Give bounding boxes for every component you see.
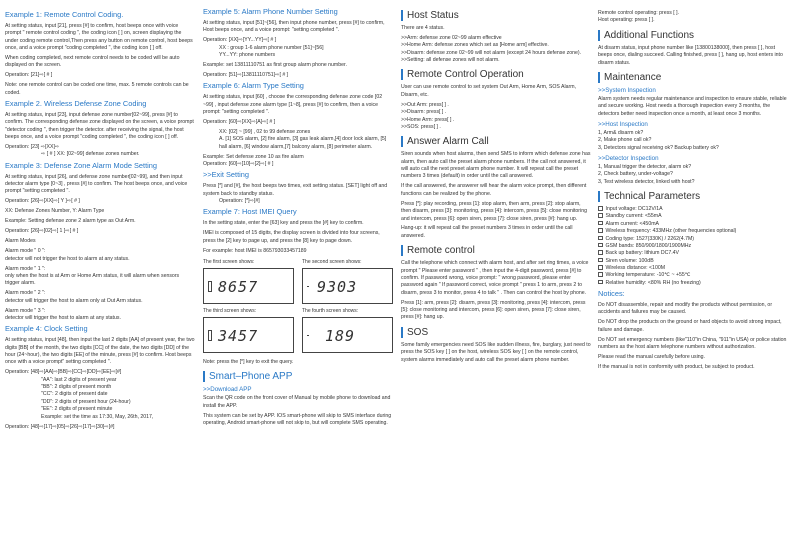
remote-coding-next: When coding completed, next remote control needs to be coded will be auto displayed on the screen.	[5, 54, 180, 69]
phone-setting-title: Example 5: Alarm Phone Number Setting	[203, 7, 338, 16]
column-4	[598, 8, 788, 374]
notice-3: Do NOT set emergency numbers (like"110"in China, "911"in USA) or police station numbers as the host alarm telephone numbers without authorization.	[598, 336, 787, 351]
wireless-coding-title: Example 2. Wireless Defense Zone Coding	[5, 99, 147, 109]
sos-heading: SOS	[401, 327, 591, 338]
remote-coding-title: Example 1: Remote Control Coding.	[5, 10, 124, 19]
lcd-value-3: 3457	[218, 327, 259, 346]
imei-screen-4	[302, 308, 393, 353]
lcd-value-2: 9303	[317, 277, 358, 296]
imei-query-example: For example: host IMEI is 865793033457189	[203, 247, 307, 254]
alarm-type-example: Example: Set defense zone 10 as fire alarm	[203, 153, 304, 160]
alarm-type-xx: XX: [02] ~ [99] , 02 to 99 defense zones	[219, 128, 311, 135]
parameter-item: Coding type: 1527(330K) / 2262(4.7M)	[598, 236, 788, 243]
host-operating: Host operating: press [ ].	[598, 17, 655, 24]
clock-ee: "EE": 2 digits of present minute	[41, 406, 113, 413]
phone-setting-operation: Operation: [XX]⇨[YY...YY]⇨[ # ]	[203, 37, 277, 44]
host-status-intro: There are 4 status.	[401, 25, 445, 31]
answer-alarm-text: Siren sounds when host alarms, then send SMS to inform which defense zone has alarm, then auto call the preset alarm phone numbers. If the call not answered, it will auto call the next preset alarm phone number. It will repeat call the preset numbers 3 times (default) in order until the call answered.	[401, 151, 591, 180]
parameter-item: Standby current: <55mA	[598, 213, 788, 220]
imei-screen-2-caption: The second screen shows:	[302, 258, 362, 265]
phone-setting-text: At setting status, input [51]~[56], then input phone number, press [#] to confirm, Host beeps once, and a voice prompt: "setting completed ".	[203, 19, 385, 34]
clock-example-operation: Operation: [48]⇨[17]⇨[05]⇨[26]⇨[17]⇨[30]⇨[#]	[5, 423, 115, 430]
clock-setting-operation: Operation: [48]⇨[AA]⇨[BB]⇨[CC]⇨[DD]⇨[EE]⇨[#]	[5, 369, 122, 376]
phone-setting-xx: XX : group 1-6 alarm phone number [51]~[56]	[219, 44, 324, 51]
maintenance-heading: Maintenance	[598, 72, 788, 83]
checkbox-square-icon	[598, 265, 603, 270]
remote-control-keys: Press [1]: arm, press [2]: disarm, press [3]: monitoring, press [4]: intercom, press [5]: close monitoring and intercom, press [6]: open siren, press [7]: close siren, press [#]: hang up.	[401, 299, 586, 321]
remote-control-text: Call the telephone which connect with alarm host, and after set ring times, a voice prompt " Please enter password " , then input the 4-digit password, press [#] to confirm. If password wrong, voice prompt: " wrong password, please enter password again " If password correct, voice prompt " press 1 to arm, press 2 to disarm, press 3 to monitor, press 4 to talk " . Then can control the host by phone.	[401, 260, 589, 296]
checkbox-square-icon	[598, 213, 603, 218]
sos-text: Some family emergencies need SOS like sudden illness, fire, burglary, just need to press the SOS key [ ] on the host, wireless SOS key [ ] on the remote control, system alarms immediately and auto call the preset alarm phone number.	[401, 341, 591, 363]
remote-coding-note: Note: one remote control can be coded one time, max. 5 remote controls can be coded.	[5, 82, 189, 96]
detector-inspection-2: 2, Check battery, under-voltage?	[598, 171, 673, 178]
imei-screen-3	[203, 308, 294, 353]
clock-aa: "AA": last 2 digits of present year	[41, 376, 117, 383]
alarm-modes-heading: Alarm Modes	[5, 238, 36, 245]
exit-setting-text: Press [*] and [#], the host beeps two times, exit setting status. [SET] light off and system back to standby status.	[203, 183, 388, 197]
remote-coding-operation: Operation: [21]⇨[ # ]	[5, 72, 53, 79]
wireless-coding-text: At setting status, input [23], input defense zone number[02~99], press [#] to confirm. The corresponding defense zone displayed on the screen, a voice prompt "detector coding ", then trigger the detector. after receiving the signal, the host beeps once, and a voice prompt "coding completed ", the coding icon [ ] off.	[5, 111, 194, 141]
op-out-arm: >>Out Arm: press[ ] .	[401, 101, 449, 108]
detector-inspection-1: 1, Manual trigger the detector, alarm ok?	[598, 163, 692, 170]
notices-title: Notices:	[598, 289, 625, 299]
host-inspection-3: 3, Detectors signal receiving ok? Backup battery ok?	[598, 144, 719, 151]
imei-query-note: Note: press the [*] key to exit the query.	[203, 359, 294, 366]
parameter-list	[598, 206, 788, 287]
phone-setting-yy: YY...YY: phone numbers	[219, 51, 276, 58]
answer-alarm-call-heading: Answer Alarm Call	[401, 136, 591, 147]
parameter-item: Input voltage: DC12V/1A	[598, 206, 788, 213]
imei-query-title: Example 7: Host IMEI Query	[203, 207, 297, 217]
alarm-mode-text: At setting status, input [26], and defense zone number[02~99], and then input detector alarm type [0~3] , press [#] to confirm. The host beeps once, and voice prompt "setting completed ".	[5, 173, 188, 195]
checkbox-square-icon	[598, 236, 603, 241]
imei-screen-2	[302, 259, 393, 304]
status-arm: >>Arm: defense zone 02~99 alarm effective	[401, 34, 502, 41]
answer-alarm-answered: If the call answered, the answerer will hear the alarm voice prompt, then different functions can be realized by the phone.	[401, 183, 587, 197]
answer-alarm-keys: Press [*]: play recording, press [1]: stop alarm, then arm, press [2]: stop alarm, then disarm, press [3]: monitoring, press [4]: intercom, press [5]: close monitoring and intercom, press [6]: open siren, press [7]: close siren, press [#]: hang up.	[401, 200, 587, 222]
app-sms-text: This system can be set by APP. IOS smart-phone will skip to SMS interface during operating, Android smart-phone will not skip to, but will complete SMS operating.	[203, 412, 392, 427]
additional-functions-text: At disarm status, input phone number like [13800138000], then press [ ], host beeps once, dialing succeed. Calling finished, press [ ], hang up, host enters into disarm status.	[598, 44, 783, 66]
alarm-type-title: Example 6: Alarm Type Setting	[203, 81, 304, 91]
detector-inspection-title: >>Detector Inspection	[598, 155, 659, 162]
remote-control-operation-heading: Remote Control Operation	[401, 69, 591, 80]
imei-screen-1	[203, 259, 294, 304]
parameter-item: Wireless frequency: 433MHz (other frequencies optional)	[598, 228, 788, 235]
notice-2: Do NOT drop the products on the ground or hard objects to avoid strong impact, failure and damage.	[598, 319, 782, 333]
system-inspection-text: Alarm system needs regular maintenance and inspection to ensure stable, reliable and secure working. Host needs a thorough inspection every 3 months, the detectors better need inspection once a month, at least once 3 months.	[598, 95, 787, 117]
lcd-indicator-icon	[208, 281, 212, 292]
column-1	[5, 8, 195, 434]
op-disarm: >>Disarm: press[ ] .	[401, 109, 447, 116]
status-setting: >>Setting: all defense zones will not alarm.	[401, 57, 500, 64]
imei-query-paging: IMEI is composed of 15 digits, the display screen is divided into four screens, press the [2] key to page up, and press the [8] key to page down.	[203, 230, 380, 244]
status-home-arm: >>Home Arm: defense zones which set as [Home arm] effective.	[401, 42, 549, 49]
alarm-mode-example: Example: Setting defense zone 2 alarm type as Out Arm.	[5, 218, 136, 225]
download-app-text: Scan the QR code on the front cover of Manual by mobile phone to download and install the APP.	[203, 395, 391, 409]
lcd-indicator-icon	[208, 330, 212, 341]
lcd-value-1: 8657	[218, 277, 259, 296]
system-inspection-title: >>System Inspection	[598, 86, 656, 94]
phone-setting-example-operation: Operation: [51]⇨[13811110751]⇨[ # ]	[203, 71, 289, 78]
status-disarm: >>Disarm: defense zone 02~99 will not alarm (except 24 hours defense zone).	[401, 49, 582, 56]
clock-dd: "DD": 2 digits of present hour (24-hour)	[41, 398, 131, 405]
alarm-mode-2-desc: detector will trigger the host to alarm only at Out Arm status.	[5, 297, 143, 304]
clock-bb: "BB": 2 digits of present month	[41, 384, 112, 391]
alarm-mode-0-desc: detector will not trigger the host to alarm at any status.	[5, 255, 130, 262]
alarm-type-text: At setting status, input [60] , choose the corresponding defense zone code [02 ~99] , input defense zone alarm type [1~8], press [#] to confirm, then a voice prompt: "setting completed ".	[203, 94, 383, 115]
host-inspection-2: 2, Make phone call ok?	[598, 137, 652, 144]
alarm-type-example-operation: Operation: [60]⇨[10]⇨[2]⇨[ # ]	[203, 160, 274, 167]
alarm-mode-title: Example 3: Defense Zone Alarm Mode Setting	[5, 160, 157, 170]
lcd-display-4	[302, 317, 393, 353]
notice-5: If the manual is not in conformity with product, be subject to product.	[598, 364, 755, 371]
column-3	[401, 8, 591, 367]
imei-screens	[203, 259, 393, 353]
checkbox-square-icon	[598, 221, 603, 226]
parameter-item: Alarm current: <450mA	[598, 221, 788, 228]
parameter-item: Back up battery: lithium DC7.4V	[598, 250, 788, 257]
checkbox-square-icon	[598, 272, 603, 277]
checkbox-square-icon	[598, 228, 603, 233]
remote-control-heading: Remote control	[401, 245, 591, 256]
technical-parameters-heading: Technical Parameters	[598, 191, 788, 202]
alarm-type-operation: Operation: [60]⇨[XX]⇨[A]⇨[ # ]	[203, 118, 276, 125]
remote-operating: Remote control operating: press [ ].	[598, 10, 680, 16]
alarm-mode-1-title: Alarm mode " 1 ":	[5, 265, 46, 272]
lcd-value-4: 189	[325, 327, 356, 346]
lcd-dash-icon	[307, 335, 309, 336]
parameter-item: Relative humidity: <80% RH (no freezing)	[598, 280, 788, 287]
imei-screen-4-caption: The fourth screen shows:	[302, 307, 359, 314]
lcd-dash-icon	[307, 286, 309, 287]
additional-functions-heading: Additional Functions	[598, 30, 788, 41]
detector-inspection-3: 3, Test wireless detector, linked with host?	[598, 178, 695, 185]
exit-setting-operation: Operation: [*]⇨[#]	[219, 197, 260, 204]
answer-alarm-hangup: Hang-up: it will repeat call the preset numbers 3 times in order until the call answered.	[401, 225, 573, 239]
host-inspection-title: >>Host Inspection	[598, 120, 648, 128]
clock-example: Example: set the time as 17:30, May, 26th, 2017,	[41, 413, 154, 420]
alarm-mode-legend: XX: Defense Zones Number, Y: Alarm Type	[5, 208, 105, 215]
smartphone-app-heading: Smart–Phone APP	[203, 371, 393, 382]
lcd-display-3	[203, 317, 294, 353]
checkbox-square-icon	[598, 258, 603, 263]
exit-setting-title: >>Exit Setting	[203, 170, 250, 180]
download-app-title: >>Download APP	[203, 386, 252, 394]
parameter-item: GSM bands: 850/900/1800/1900MHz	[598, 243, 788, 250]
wireless-coding-operation: Operation: [23] ⇨[XX]⇨	[5, 144, 60, 150]
checkbox-square-icon	[598, 243, 603, 248]
notice-1: Do NOT disassemble, repair and modify the products without permission, or accidents and failures may be caused.	[598, 302, 773, 316]
clock-setting-text: At setting status, input [48], then input the last 2 digits [AA] of present year, the two digits [BB] of the month, the two digits [CC] of the date, the two digits [DD] of the hour (24~hour), the two digits [EE] of the minute, press [#] to confirm. Host beeps once with a voice prompt" setting completed ".	[5, 337, 195, 366]
op-home-arm: >>Home Arm: press[ ] .	[401, 116, 455, 123]
parameter-item: Wireless distance: <100M	[598, 265, 788, 272]
remote-coding-text: At setting status, input [21], press [#] to confirm, host beeps once with voice prompt " remote control coding ", the coding icon [ ] on, screen displaying the under coding remote control,Then press any button on remote control, host beeps once, and a voice prompt "coding completed ", the coding icon [ ] off.	[5, 22, 193, 51]
host-inspection-1: 1, Arm& disarm ok?	[598, 129, 644, 136]
phone-setting-example: Example: set 13811110751 as first group alarm phone number.	[203, 61, 347, 68]
clock-cc: "CC": 2 digits of present date	[41, 391, 108, 398]
alarm-mode-3-desc: detector will trigger the host to alarm at any status.	[5, 314, 121, 321]
alarm-mode-2-title: Alarm mode " 2 ":	[5, 290, 46, 297]
checkbox-square-icon	[598, 280, 603, 285]
notice-4: Please read the manual carefully before using.	[598, 354, 705, 361]
alarm-mode-0-title: Alarm mode " 0 ":	[5, 248, 46, 255]
clock-setting-title: Example 4: Clock Setting	[5, 324, 88, 334]
parameter-item: Working temperature: -10℃ ~ +55℃	[598, 272, 788, 279]
imei-screen-3-caption: The third screen shows:	[203, 307, 257, 314]
checkbox-square-icon	[598, 206, 603, 211]
alarm-mode-1-desc: only when the host is at Arm or Home Arm status, it will alarm when sensors trigger alarm.	[5, 272, 180, 287]
alarm-mode-operation: Operation: [26]⇨[XX]⇨[ Y ]⇨[ # ]	[5, 198, 80, 205]
imei-query-text: In the setting state, enter the [63] key and press the [#] key to confirm.	[203, 220, 364, 227]
wireless-coding-operation-2: ⇨ [ # ] XX: [02~99] defense zones number.	[41, 151, 140, 158]
alarm-type-list: A. [1] SOS alarm, [2] fire alarm, [3] gas leak alarm,[4] door lock alarm, [5] hall alarm, [6] window alarm,[7] balcony alarm, [8] perimeter alarm.	[219, 136, 387, 150]
op-sos: >>SOS: press[ ] .	[401, 123, 441, 130]
lcd-display-2	[302, 268, 393, 304]
host-status-heading: Host Status	[401, 10, 591, 21]
alarm-mode-example-operation: Operation: [26]⇨[02]⇨[ 1 ]⇨[ # ]	[5, 228, 79, 235]
parameter-item: Siren volume: 100dB	[598, 258, 788, 265]
imei-screen-1-caption: The first screen shows:	[203, 258, 255, 265]
checkbox-square-icon	[598, 250, 603, 255]
column-2	[203, 8, 393, 430]
lcd-display-1	[203, 268, 294, 304]
remote-control-operation-text: User can use remote control to set system Out Arm, Home Arm, SOS Alarm, Disarm, etc.	[401, 84, 576, 98]
alarm-mode-3-title: Alarm mode " 3 ":	[5, 307, 46, 314]
